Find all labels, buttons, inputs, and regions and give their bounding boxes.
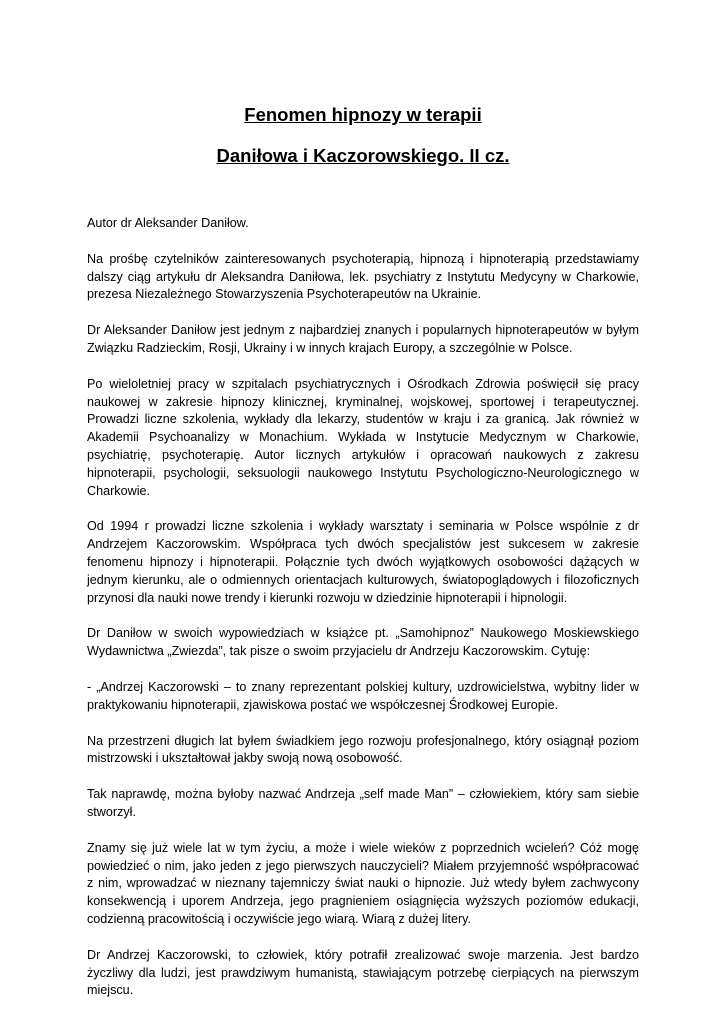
paragraph-cooperation: Od 1994 r prowadzi liczne szkolenia i wykłady warsztaty i seminaria w Polsce wspólnie z dr Andrzejem Kaczorowskim. Współpraca tych dwóch specjalistów jest sukcesem w zakresie fenomenu hipnozy i hipnoterapii. Połącznie tych dwóch wyjątkowych osobowości dążących w jednym kierunku, ale o odmiennych orientacjach kulturowych, światopoglądowych i filozoficznych przynosi dla nauki nowe trendy i kierunki rozwoju w dziedzinie hipnoterapii i hipnologii.	[87, 519, 639, 605]
document-title-line-1: Fenomen hipnozy w terapii	[244, 104, 482, 125]
paragraph-career: Po wieloletniej pracy w szpitalach psychiatrycznych i Ośrodkach Zdrowia poświęcił się pracy naukowej w zakresie hipnozy klinicznej, kryminalnej, wojskowej, sportowej i terapeutycznej. Prowadzi liczne szkolenia, wykłady dla lekarzy, studentów w kraju i za granicą. Jak również w Akademii Psychoanalizy w Monachium. Wykłada w Instytucie Medycznym w Charkowie, psychiatrię, psychoterapię. Autor licznych artykułów i opracowań naukowych z zakresu hipnoterapii, psychologii, seksuologii naukowego Instytutu Psychologiczno-Neurologicznego w Charkowie.	[87, 376, 639, 498]
paragraph-acquaintance: Znamy się już wiele lat w tym życiu, a może i wiele wieków z poprzednich wcieleń? Cóż mogę powiedzieć o nim, jako jeden z jego pierwszych nauczycieli? Miałem przyjemność współpracować z nim, wprowadzać w nieznany tajemniczy świat nauki o hipnozie. Już wtedy byłem zachwycony konsekwencją i uporem Andrzeja, jego pragnieniem osiągnięcia wyższych poziomów edukacji, codzienną pracowitością i oczywiście jego wiarą. Wiarą z dużej litery.	[87, 840, 639, 926]
paragraph-witness: Na przestrzeni długich lat byłem świadkiem jego rozwoju profesjonalnego, który osiągnął poziom mistrzowski i ukształtował jakby swoją nową osobowość.	[87, 733, 639, 766]
document-title-line-2: Daniłowa i Kaczorowskiego. II cz.	[216, 145, 510, 166]
paragraph-book-quote-intro: Dr Daniłow w swoich wypowiedziach w książce pt. „Samohipnoz” Naukowego Moskiewskiego Wydawnictwa „Zwiezda”, tak pisze o swoim przyjacielu dr Andrzeju Kaczorowskim. Cytuję:	[87, 626, 639, 659]
author-line: Autor dr Aleksander Daniłow.	[87, 216, 249, 230]
paragraph-intro: Na prośbę czytelników zainteresowanych psychoterapią, hipnozą i hipnoterapią przedstawiamy dalszy ciąg artykułu dr Aleksandra Daniłowa, lek. psychiatry z Instytutu Medycyny w Charkowie, prezesa Niezależnego Stowarzyszenia Psychoterapeutów na Ukrainie.	[87, 251, 639, 302]
paragraph-about-danilow: Dr Aleksander Daniłow jest jednym z najbardziej znanych i popularnych hipnoterapeutów w byłym Związku Radzieckim, Rosji, Ukrainy i w innych krajach Europy, a szczególnie w Polsce.	[87, 323, 639, 355]
paragraph-quote-start: - „Andrzej Kaczorowski – to znany reprezentant polskiej kultury, uzdrowicielstwa, wybitny lider w praktykowaniu hipnoterapii, zjawiskowa postać we współczesnej Środkowej Europie.	[87, 679, 639, 712]
document-page	[87, 104, 639, 1018]
paragraph-self-made-man: Tak naprawdę, można byłoby nazwać Andrzeja „self made Man” – człowiekiem, który sam siebie stworzył.	[87, 787, 639, 819]
paragraph-humanist: Dr Andrzej Kaczorowski, to człowiek, który potrafił zrealizować swoje marzenia. Jest bardzo życzliwy dla ludzi, jest prawdziwym humanistą, stawiającym potrzebę cierpiących na pierwszym miejscu.	[87, 947, 639, 998]
